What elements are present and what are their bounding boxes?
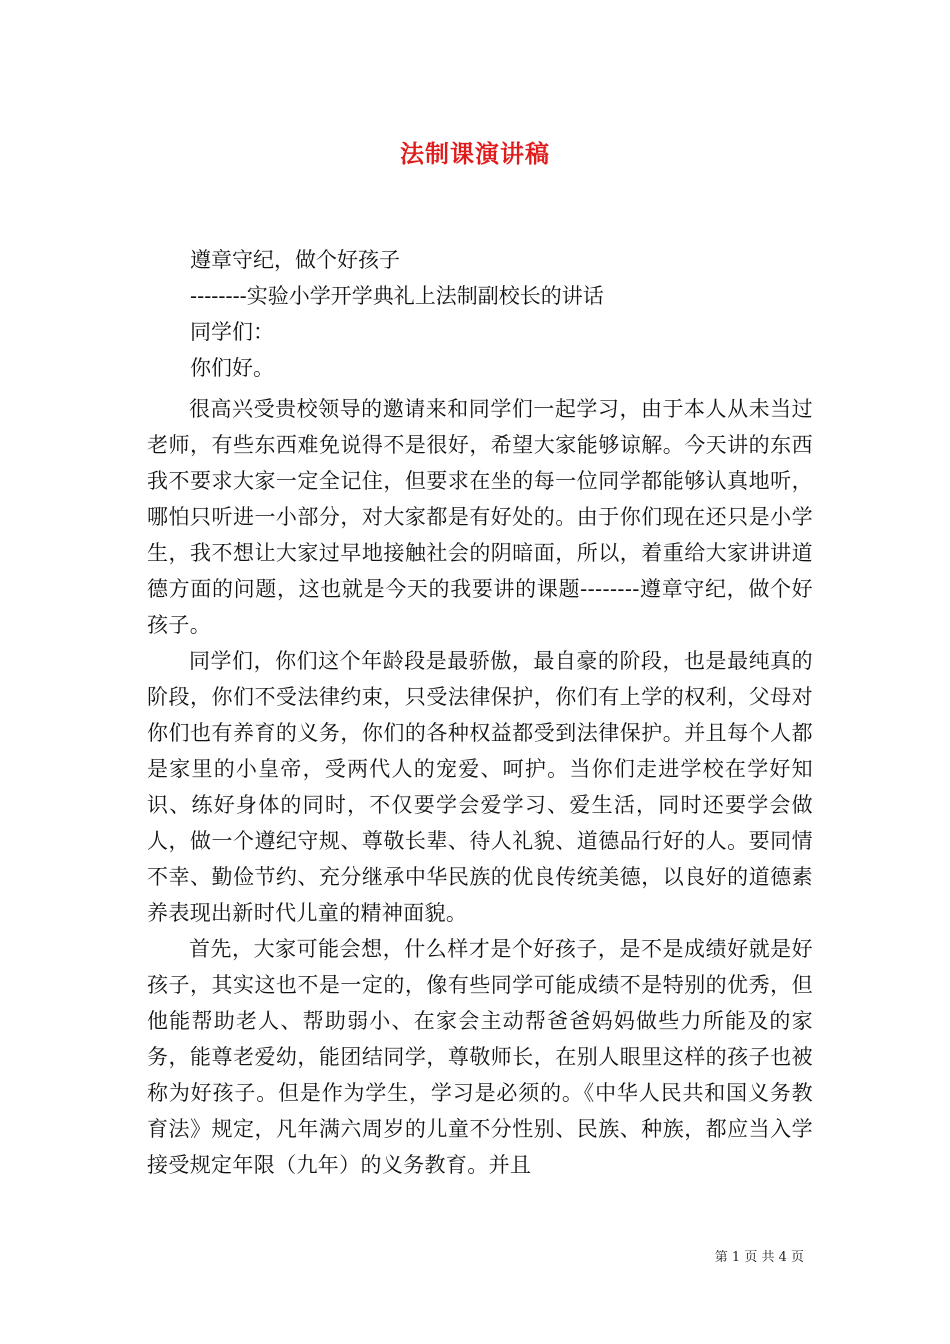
speech-topic: 遵章守纪，做个好孩子 xyxy=(190,248,400,272)
document-title: 法制课演讲稿 xyxy=(400,139,550,168)
page-number: 第 1 页 共 4 页 xyxy=(714,1250,804,1265)
paragraph: 同学们，你们这个年龄段是最骄傲，最自豪的阶段，也是最纯真的阶段，你们不受法律约束，只受法律保护，你们有上学的权利，父母对你们也有养育的义务，你们的各种权益都受到法律保护。并且每个人都是家里的小皇帝，受两代人的宠爱、呵护。当你们走进学校在学好知识、练好身体的同时，不仅要学会爱学习、爱生活，同时还要学会做人，做一个遵纪守规、尊敬长辈、待人礼貌、道德品行好的人。要同情不幸、勤俭节约、充分继承中华民族的优良传统美德，以良好的道德素养表现出新时代儿童的精神面貌。 xyxy=(147,649,813,925)
paragraph: 首先，大家可能会想，什么样才是个好孩子，是不是成绩好就是好孩子，其实这也不是一定的，像有些同学可能成绩不是特别的优秀，但他能帮助老人、帮助弱小、在家会主动帮爸爸妈妈做些力所能及的家务，能尊老爱幼，能团结同学，尊敬师长，在别人眼里这样的孩子也被称为好孩子。但是作为学生，学习是必须的。《中华人民共和国义务教育法》规定，凡年满六周岁的儿童不分性别、民族、种族，都应当入学接受规定年限（九年）的义务教育。并且 xyxy=(147,937,813,1177)
speech-header xyxy=(190,242,830,386)
greeting: 你们好。 xyxy=(190,356,274,380)
speech-body xyxy=(147,391,813,1183)
paragraph: 很高兴受贵校领导的邀请来和同学们一起学习，由于本人从未当过老师，有些东西难免说得不是很好，希望大家能够谅解。今天讲的东西我不要求大家一定全记住，但要求在坐的每一位同学都能够认真地听，哪怕只听进一小部分，对大家都是有好处的。由于你们现在还只是小学生，我不想让大家过早地接触社会的阴暗面，所以，着重给大家讲讲道德方面的问题，这也就是今天的我要讲的课题--------遵章守纪，做个好孩子。 xyxy=(147,397,813,637)
speech-subtitle: --------实验小学开学典礼上法制副校长的讲话 xyxy=(190,284,604,308)
salutation: 同学们： xyxy=(190,320,274,344)
